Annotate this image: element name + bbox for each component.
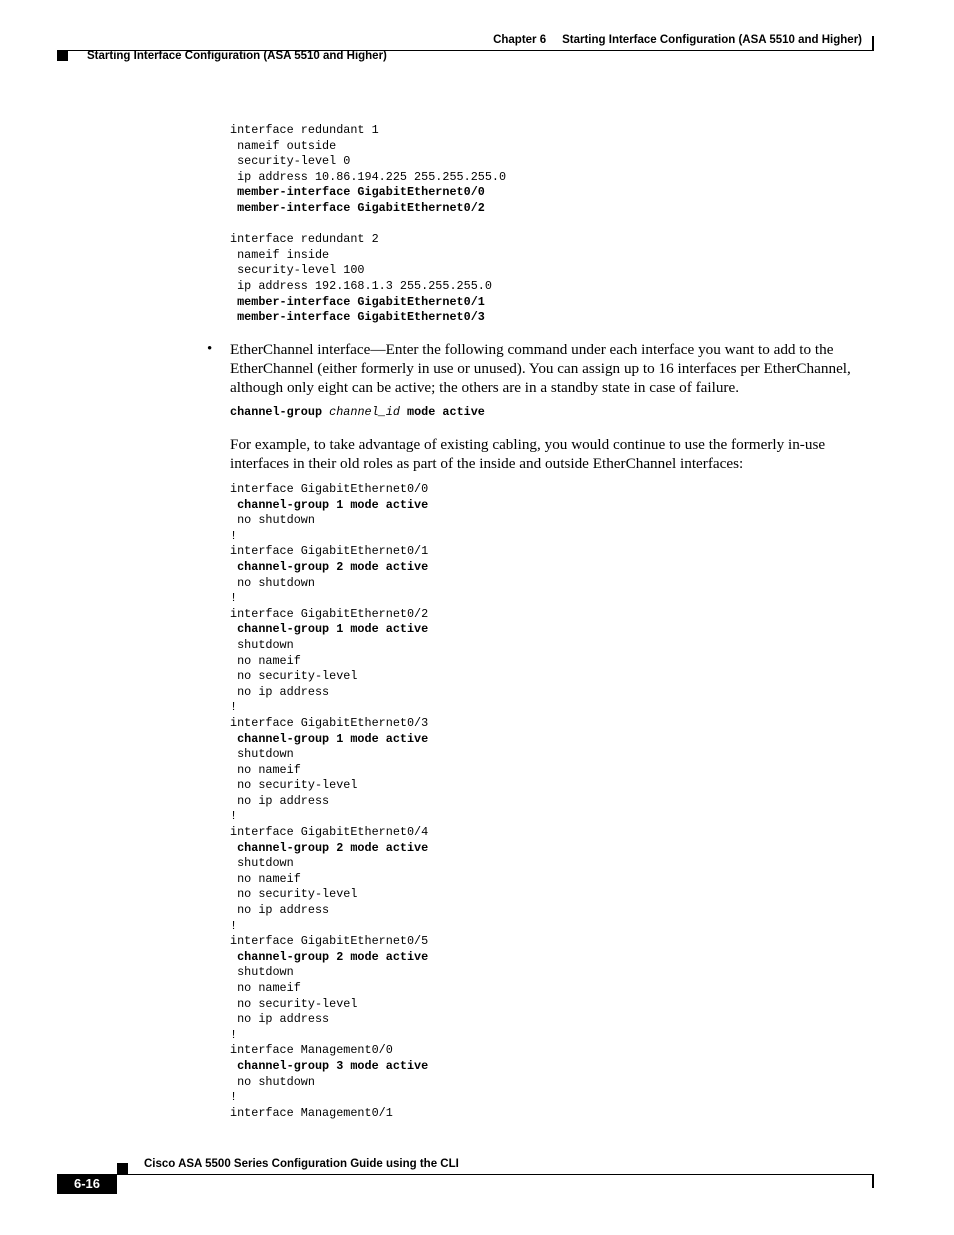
code-line: no ip address [230, 684, 330, 699]
code-line: channel-group 2 mode active [230, 840, 429, 855]
code-line: member-interface GigabitEthernet0/0 [230, 185, 485, 200]
code-line: ! [230, 1027, 238, 1042]
command-syntax [230, 405, 485, 419]
footer-tick [872, 1174, 874, 1188]
code-block-etherchannel-example [230, 482, 428, 1121]
code-line: interface redundant 1 [230, 123, 379, 137]
code-line: no nameif [230, 871, 301, 886]
code-line: no ip address [230, 793, 330, 808]
code-line: ! [230, 918, 238, 933]
code-line: member-interface GigabitEthernet0/1 [230, 294, 485, 309]
code-line: interface GigabitEthernet0/5 [230, 934, 429, 949]
code-line: channel-group 1 mode active [230, 622, 429, 637]
code-line: nameif inside [230, 247, 330, 262]
code-line: ! [230, 591, 238, 606]
code-line: interface GigabitEthernet0/1 [230, 544, 429, 559]
code-line: no security-level [230, 669, 358, 684]
code-line: shutdown [230, 856, 294, 871]
syntax-argument: channel_id [329, 405, 400, 419]
code-line: interface redundant 2 [230, 232, 379, 247]
code-line: channel-group 1 mode active [230, 497, 429, 512]
code-block-redundant-interfaces [230, 123, 506, 326]
code-line: ! [230, 700, 238, 715]
code-line: no nameif [230, 762, 301, 777]
code-line: no nameif [230, 653, 301, 668]
code-line: security-level 100 [230, 263, 365, 278]
bullet-symbol: • [207, 341, 213, 357]
code-line: channel-group 2 mode active [230, 949, 429, 964]
code-line: ip address 192.168.1.3 255.255.255.0 [230, 278, 492, 293]
code-line: no shutdown [230, 513, 315, 528]
running-header-chapter [493, 34, 862, 46]
code-line: interface Management0/0 [230, 1043, 393, 1058]
syntax-command: channel-group [230, 405, 323, 419]
code-line: no ip address [230, 903, 330, 918]
code-line: ! [230, 1090, 238, 1105]
code-line: interface GigabitEthernet0/3 [230, 715, 429, 730]
code-line: no ip address [230, 1012, 330, 1027]
chapter-title: Starting Interface Configuration (ASA 5510 and Higher) [562, 34, 862, 46]
code-line: interface GigabitEthernet0/2 [230, 606, 429, 621]
code-line: member-interface GigabitEthernet0/3 [230, 310, 485, 325]
bullet-etherchannel-text: EtherChannel interface—Enter the following command under each interface you want to add to the EtherChannel (either formerly in use or unused). You can assign up to 16 interfaces per EtherChannel, although only eight can be active; the others are in a standby state in case of failure. [230, 341, 851, 396]
code-line [230, 217, 506, 233]
code-line: interface GigabitEthernet0/0 [230, 482, 429, 496]
code-line: shutdown [230, 637, 294, 652]
code-line: no nameif [230, 981, 301, 995]
code-line: channel-group 1 mode active [230, 731, 429, 746]
footer-guide-title: Cisco ASA 5500 Series Configuration Guide using the CLI [144, 1158, 459, 1170]
page-number: 6-16 [57, 1174, 117, 1194]
code-line: interface GigabitEthernet0/4 [230, 825, 429, 840]
code-line: no shutdown [230, 575, 315, 590]
code-line: channel-group 2 mode active [230, 559, 429, 574]
code-line: shutdown [230, 965, 294, 980]
code-line: ! [230, 528, 238, 543]
running-header-section: Starting Interface Configuration (ASA 5510 and Higher) [87, 50, 387, 62]
code-line: channel-group 3 mode active [230, 1058, 429, 1073]
code-line: no security-level [230, 778, 358, 793]
chapter-label: Chapter 6 [493, 34, 547, 46]
code-line: security-level 0 [230, 154, 351, 169]
footer-marker [117, 1163, 128, 1174]
code-line: no security-level [230, 996, 358, 1011]
syntax-keywords: mode active [407, 405, 485, 419]
code-line: no security-level [230, 887, 358, 902]
header-marker [57, 51, 68, 61]
code-line: no shutdown [230, 1074, 315, 1089]
code-line: nameif outside [230, 138, 337, 153]
code-line: shutdown [230, 747, 294, 762]
footer-rule [117, 1174, 874, 1175]
example-paragraph: For example, to take advantage of existing cabling, you would continue to use the formerly in-use interfaces in their old roles as part of the inside and outside EtherChannel interfaces: [230, 436, 826, 472]
code-line: ip address 10.86.194.225 255.255.255.0 [230, 169, 507, 184]
code-line: ! [230, 809, 238, 824]
code-line: member-interface GigabitEthernet0/2 [230, 200, 485, 215]
code-line: interface Management0/1 [230, 1105, 393, 1120]
header-tick [872, 36, 874, 50]
